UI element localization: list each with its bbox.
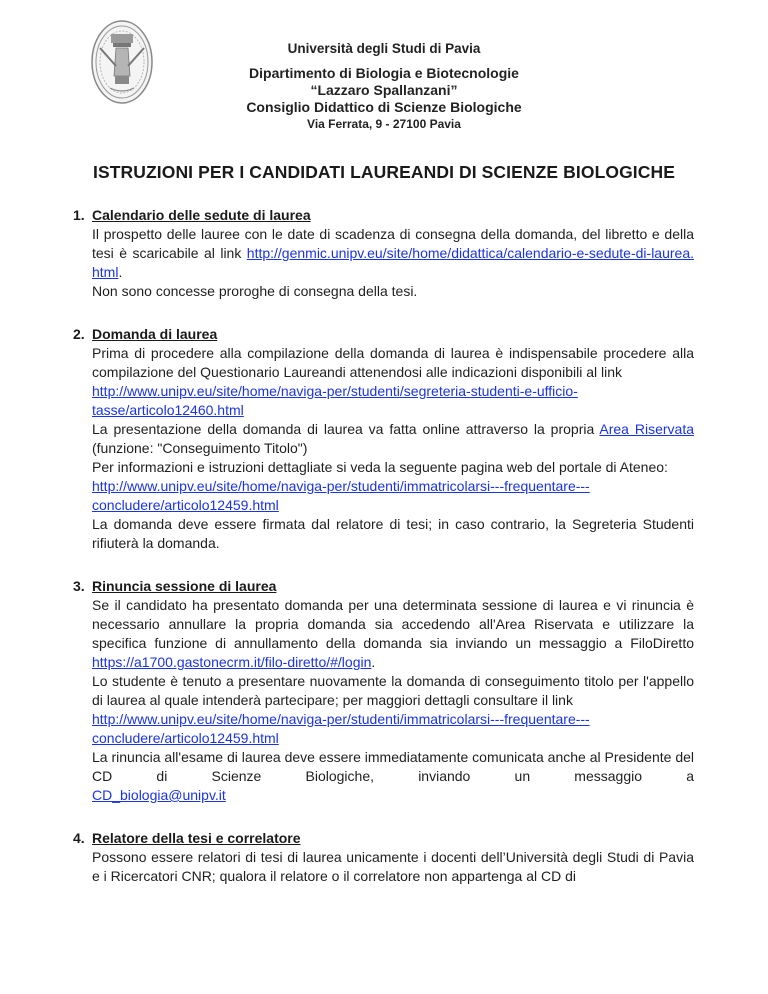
questionnaire-link-cont[interactable]: tasse/articolo12460.html <box>92 402 244 418</box>
paragraph: La presentazione della domanda di laurea va fatta online attraverso la propria Area Riservata (funzione: "Conseguimento Titolo") <box>92 421 694 456</box>
section-number: 2. <box>73 326 85 342</box>
questionnaire-link-block <box>92 382 694 420</box>
instructions-list <box>0 206 768 910</box>
section-relatore <box>0 829 768 886</box>
university-name: Università degli Studi di Pavia <box>287 41 481 56</box>
section-number: 1. <box>73 207 85 223</box>
letterhead <box>0 40 768 132</box>
section-heading: Domanda di laurea <box>92 326 218 342</box>
section-domanda <box>0 325 768 553</box>
section-number: 3. <box>73 578 85 594</box>
paragraph: Possono essere relatori di tesi di laurea unicamente i docenti dell’Università degli Studi di Pavia e i Ricercatori CNR; qualora il relatore o il correlatore non appartenga al CD di <box>92 849 694 884</box>
ateneo-link[interactable]: http://www.unipv.eu/site/home/naviga-per/studenti/immatricolarsi---frequentare--- <box>92 478 590 494</box>
calendar-link[interactable]: http://genmic.unipv.eu/site/home/didattica/calendario-e-sedute-di-laurea.html <box>92 245 694 280</box>
filodiretto-link[interactable]: https://a1700.gastonecrm.it/filo-diretto/#/login <box>92 654 372 670</box>
section-heading: Rinuncia sessione di laurea <box>92 578 277 594</box>
section-rinuncia <box>0 577 768 805</box>
paragraph: La rinuncia all'esame di laurea deve essere immediatamente comunicata anche al Presidente del CD di Scienze Biologiche, inviando un messaggio a CD_biologia@unipv.it <box>92 749 694 803</box>
paragraph: Il prospetto delle lauree con le date di scadenza di consegna della domanda, del libretto e della tesi è scaricabile al link http://genmic.unipv.eu/site/home/didattica/calendario-e-sedute-di-laurea.html. <box>92 226 694 280</box>
email-link[interactable]: CD_biologia@unipv.it <box>92 787 226 803</box>
section-heading: Relatore della tesi e correlatore <box>92 830 301 846</box>
council-name: Consiglio Didattico di Scienze Biologiche <box>246 99 522 115</box>
conseguimento-link-cont[interactable]: concludere/articolo12459.html <box>92 730 279 746</box>
address: Via Ferrata, 9 - 27100 Pavia <box>307 117 461 131</box>
paragraph: Non sono concesse proroghe di consegna della tesi. <box>92 283 418 299</box>
paragraph: Prima di procedere alla compilazione della domanda di laurea è indispensabile procedere alla compilazione del Questionario Laureandi attenendosi alle indicazioni disponibili al link <box>92 345 694 380</box>
paragraph: Lo studente è tenuto a presentare nuovamente la domanda di conseguimento titolo per l'appello di laurea al quale intenderà partecipare; per maggiori dettagli consultare il link <box>92 673 694 708</box>
conseguimento-link[interactable]: http://www.unipv.eu/site/home/naviga-per/studenti/immatricolarsi---frequentare--- <box>92 711 590 727</box>
conseguimento-link-block <box>92 710 694 748</box>
paragraph: Se il candidato ha presentato domanda per una determinata sessione di laurea e vi rinuncia è necessario annullare la propria domanda sia accedendo all'Area Riservata e utilizzare la specifica funzione di annullamento della domanda sia inviando un messaggio a FiloDiretto https://a1700.gastonecrm.it/filo-diretto/#/login. <box>92 597 694 670</box>
area-riservata-link[interactable]: Area Riservata <box>599 421 694 437</box>
section-number: 4. <box>73 830 85 846</box>
ateneo-link-cont[interactable]: concludere/articolo12459.html <box>92 497 279 513</box>
paragraph: Per informazioni e istruzioni dettagliate si veda la seguente pagina web del portale di Ateneo: <box>92 459 668 475</box>
department-name: Dipartimento di Biologia e Biotecnologie <box>249 65 519 81</box>
questionnaire-link[interactable]: http://www.unipv.eu/site/home/naviga-per/studenti/segreteria-studenti-e-ufficio- <box>92 383 578 399</box>
ateneo-link-block <box>92 477 694 515</box>
paragraph: La domanda deve essere firmata dal relatore di tesi; in caso contrario, la Segreteria Studenti rifiuterà la domanda. <box>92 516 694 551</box>
section-calendario <box>0 206 768 301</box>
department-dedication: “Lazzaro Spallanzani” <box>310 82 458 98</box>
section-heading: Calendario delle sedute di laurea <box>92 207 311 223</box>
document-title: ISTRUZIONI PER I CANDIDATI LAUREANDI DI SCIENZE BIOLOGICHE <box>92 162 676 182</box>
